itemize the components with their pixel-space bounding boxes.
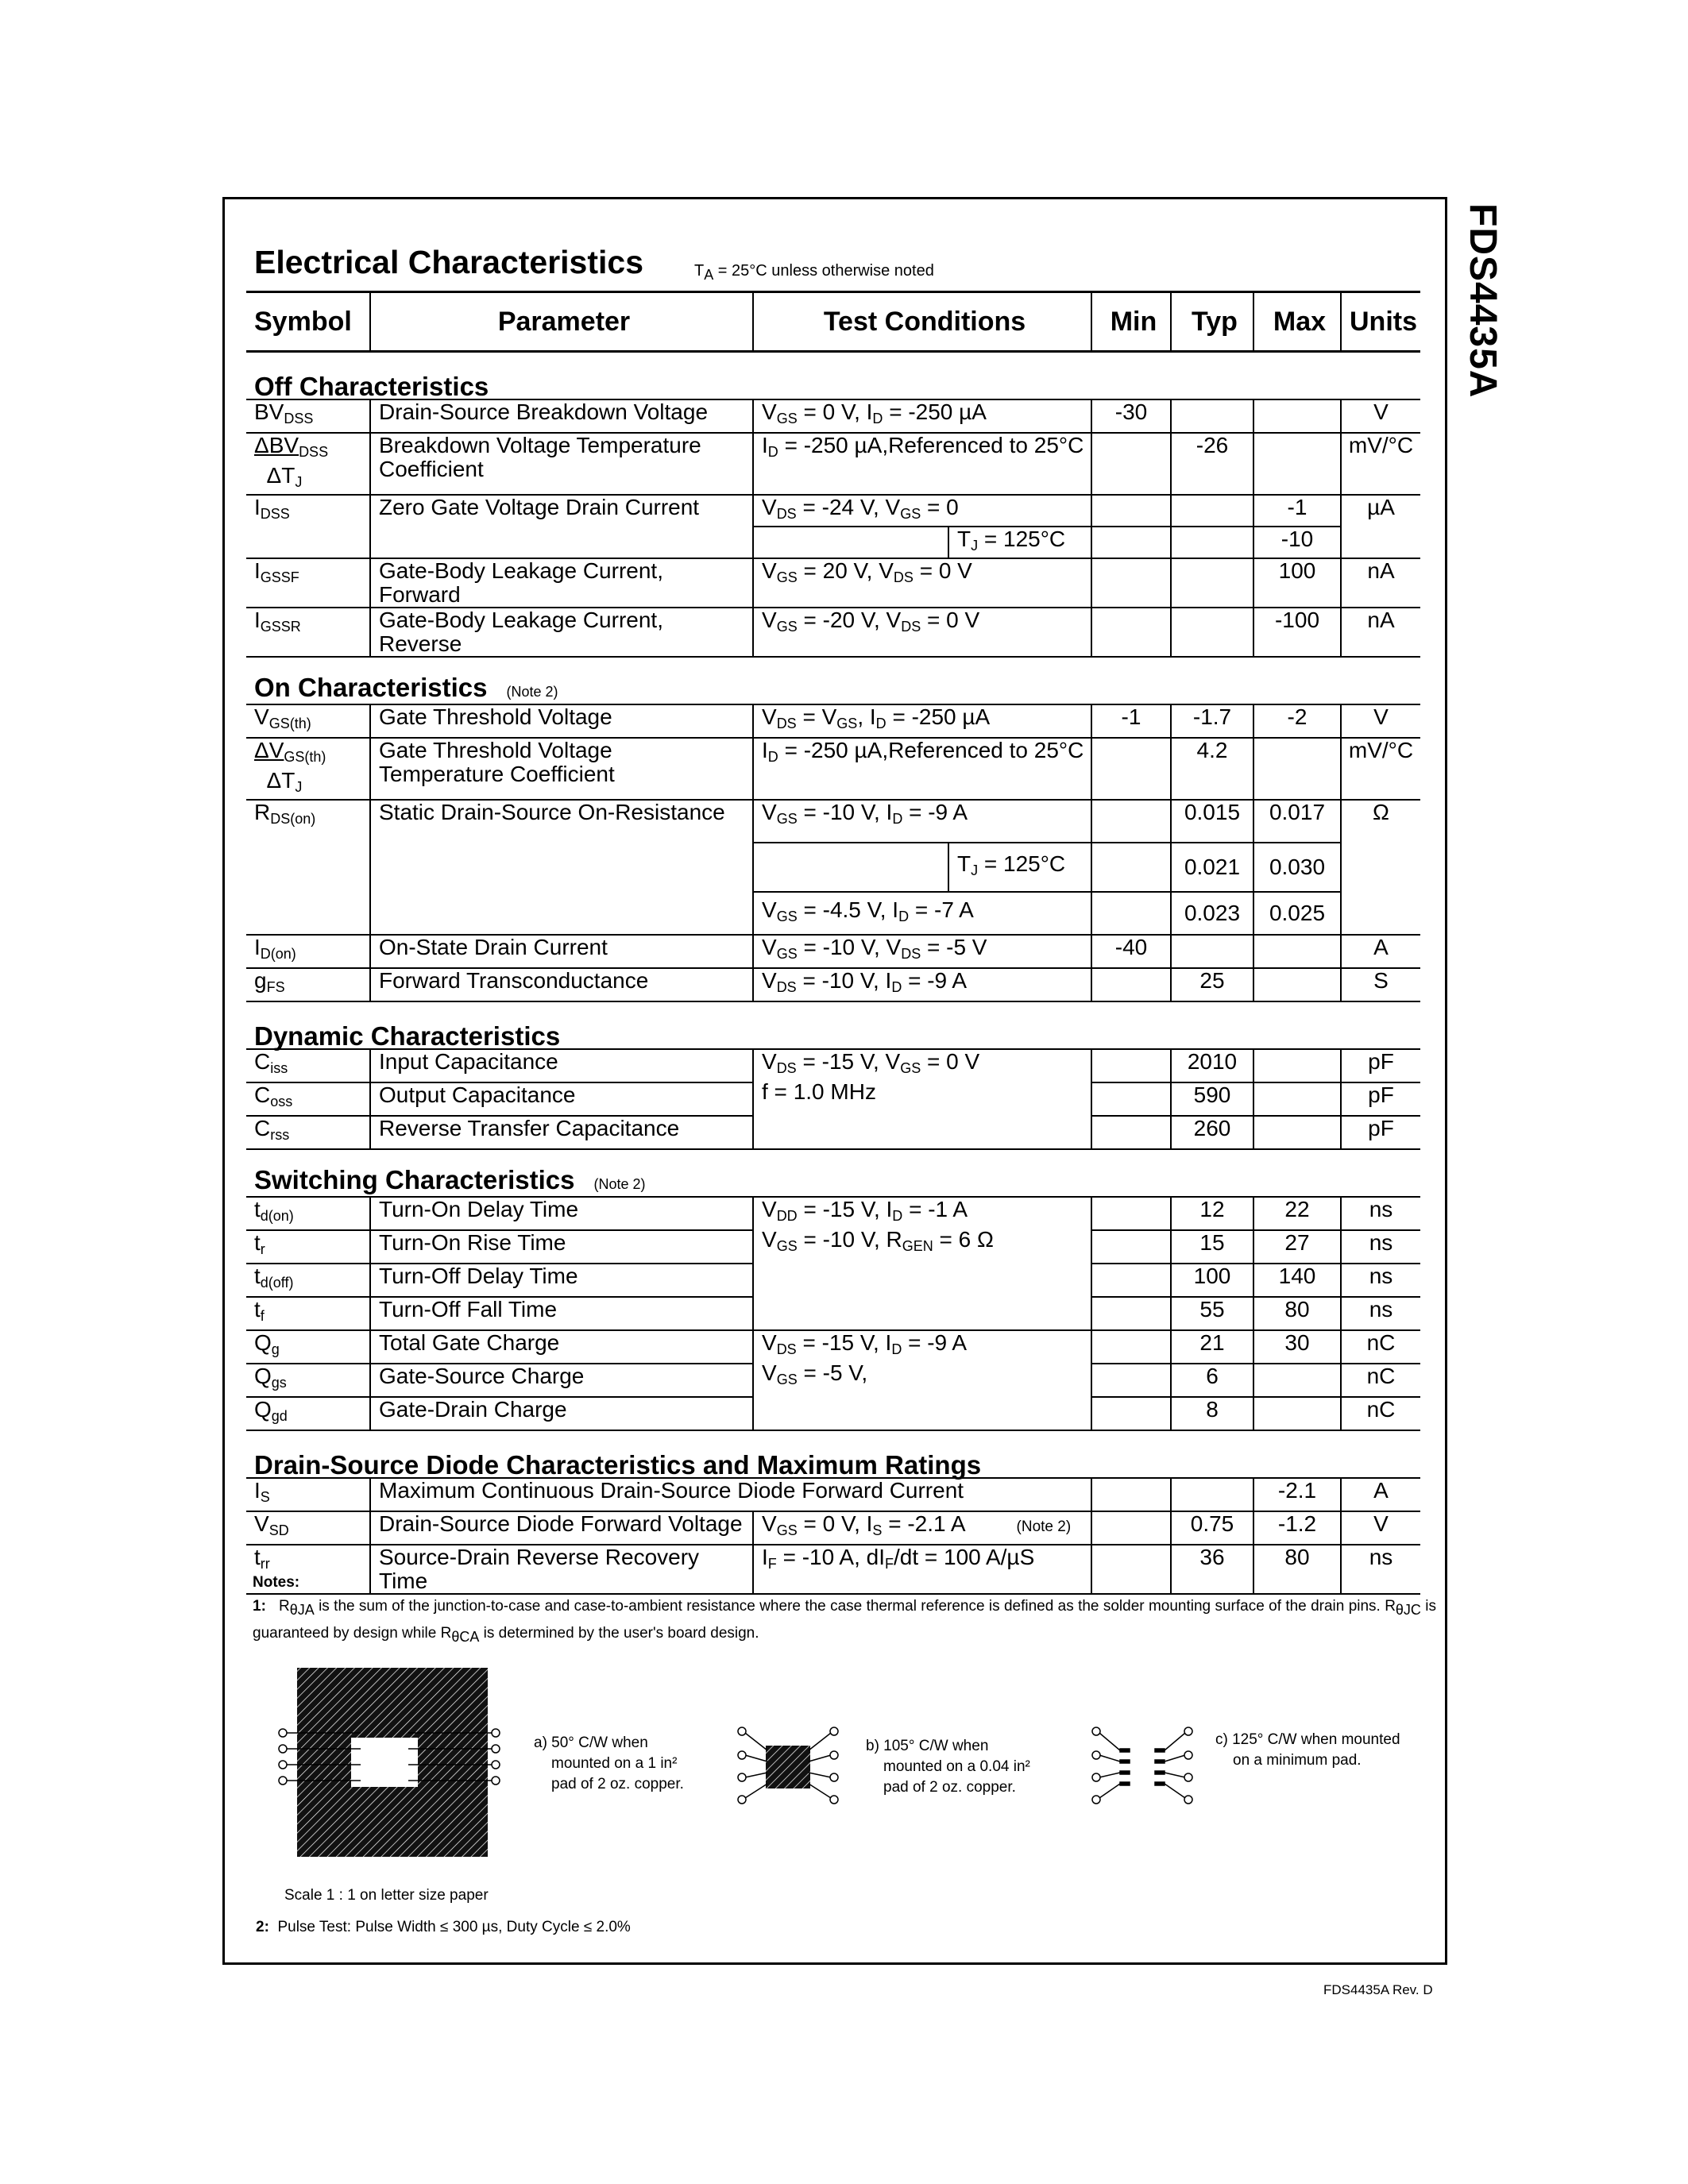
scale-note: Scale 1 : 1 on letter size paper <box>284 1887 489 1904</box>
table-row: $t_{d(off)}$ Turn-Off Delay Time 100 140 ns <box>246 1264 1420 1297</box>
symbol: $R_{DS(on)}$ <box>246 800 370 935</box>
table-row: $C_{iss}$ Input Capacitance $V_{DS} = -15$ V, $V_{GS} = 0$ V f = 1.0 MHz 2010 pF <box>246 1049 1420 1082</box>
col-units: Units <box>1341 292 1420 352</box>
col-test-conditions: Test Conditions <box>753 292 1091 352</box>
symbol: $g_{FS}$ <box>246 968 370 1001</box>
symbol: $\Delta BV_{DSS}$ $\Delta T_J$ <box>246 433 370 495</box>
table-row: $g_{FS}$ Forward Transconductance $V_{DS} = -10$ V, $I_D = -9$ A 25 S <box>246 968 1420 1001</box>
figure-a-caption: a) 50° C/W when mounted on a 1 in² pad of 2 oz. copper. <box>534 1734 684 1792</box>
section-off: Off Characteristics <box>246 352 1420 400</box>
table-row: $I_S$ Maximum Continuous Drain-Source Diode Forward Current -2.1 A <box>246 1478 1420 1511</box>
notes <box>253 1571 1436 1649</box>
page-title: Electrical Characteristics <box>254 244 643 280</box>
figure-c-caption: c) 125° C/W when mounted on a minimum pad. <box>1215 1731 1400 1769</box>
note-1: 1: $R_{\theta JA}$ is the sum of the junction-to-case and case-to-ambient resistance where the case thermal reference is defined as the solder mounting surface of the drain pins. $R_{\theta JC}$ is guaranteed by design while $R_{\theta CA}$ is determined by the user's board design. <box>253 1598 1437 1645</box>
table-row: $t_{d(on)}$ Turn-On Delay Time $V_{DD} = -15$ V, $I_D = -1$ A $V_{GS} = -10$ V, $R_{GEN} = 6$ Ω 12 22 ns <box>246 1197 1420 1230</box>
symbol: $Q_g$ <box>246 1330 370 1364</box>
table-row: $I_{GSSF}$ Gate-Body Leakage Current, Forward $V_{GS} = 20$ V, $V_{DS} = 0$ V 100 nA <box>246 558 1420 608</box>
symbol: $\Delta V_{GS(th)}$ $\Delta T_J$ <box>246 738 370 800</box>
pad-layout-minimum-figure <box>1088 1722 1199 1809</box>
col-parameter: Parameter <box>370 292 753 352</box>
table-row: $V_{SD}$ Drain-Source Diode Forward Voltage $V_{GS} = 0$ V, $I_S = -2.1$ A (Note 2) 0.75 -1.2 V <box>246 1511 1420 1545</box>
symbol: $C_{iss}$ <box>246 1049 370 1082</box>
table-row: $V_{GS(th)}$ Gate Threshold Voltage $V_{DS} = V_{GS}$, $I_D = -250$ µA -1 -1.7 -2 V <box>246 704 1420 738</box>
table-row: $R_{DS(on)}$ Static Drain-Source On-Resistance $V_{GS} = -10$ V, $I_D = -9$ A 0.015 0.017 Ω <box>246 800 1420 843</box>
symbol: $t_{d(on)}$ <box>246 1197 370 1230</box>
symbol: $C_{oss}$ <box>246 1082 370 1116</box>
table-row: $t_f$ Turn-Off Fall Time 55 80 ns <box>246 1297 1420 1330</box>
table-row: $C_{rss}$ Reverse Transfer Capacitance 260 pF <box>246 1116 1420 1149</box>
side-part-number: FDS4435A <box>1462 203 1504 399</box>
col-max: Max <box>1253 292 1341 352</box>
col-symbol: Symbol <box>246 292 370 352</box>
col-min: Min <box>1091 292 1171 352</box>
table-row: $I_{D(on)}$ On-State Drain Current $V_{GS} = -10$ V, $V_{DS} = -5$ V -40 A <box>246 935 1420 968</box>
test-condition-note: $T_A = 25^\circ C$ unless otherwise noted <box>694 262 934 283</box>
pad-layout-004in-figure <box>734 1722 845 1809</box>
symbol: $I_{DSS}$ <box>246 495 370 558</box>
figure-b-caption: b) 105° C/W when mounted on a 0.04 in² pad of 2 oz. copper. <box>866 1738 1030 1796</box>
characteristics-table <box>246 291 1420 1595</box>
symbol: $t_f$ <box>246 1297 370 1330</box>
symbol: $Q_{gd}$ <box>246 1397 370 1430</box>
table-row: $T_J = 125^\circ C$ -10 <box>246 527 1420 558</box>
section-on: On Characteristics (Note 2) <box>246 657 1420 704</box>
note-2: 2: Pulse Test: Pulse Width ≤ 300 µs, Duty Cycle ≤ 2.0% <box>256 1919 631 1935</box>
symbol: $t_r$ <box>246 1230 370 1264</box>
symbol: $t_{rr}$ <box>246 1545 370 1594</box>
symbol: $V_{SD}$ <box>246 1511 370 1545</box>
symbol: $Q_{gs}$ <box>246 1364 370 1397</box>
section-switching: Switching Characteristics (Note 2) <box>246 1149 1420 1197</box>
table-row: $C_{oss}$ Output Capacitance 590 pF <box>246 1082 1420 1116</box>
symbol: $I_{D(on)}$ <box>246 935 370 968</box>
col-typ: Typ <box>1171 292 1253 352</box>
table-row: $Q_g$ Total Gate Charge $V_{DS} = -15$ V, $I_D = -9$ A $V_{GS} = -5$ V, 21 30 nC <box>246 1330 1420 1364</box>
footer-revision: FDS4435A Rev. D <box>1323 1982 1433 1997</box>
table-row: $BV_{DSS}$ Drain-Source Breakdown Voltage $V_{GS} = 0$ V, $I_D = -250$ µA -30 V <box>246 399 1420 433</box>
symbol: $BV_{DSS}$ <box>246 399 370 433</box>
symbol: $t_{d(off)}$ <box>246 1264 370 1297</box>
symbol: $I_{GSSR}$ <box>246 608 370 657</box>
notes-title: Notes: <box>253 1574 300 1591</box>
symbol: $I_{GSSF}$ <box>246 558 370 608</box>
table-row: $\Delta V_{GS(th)}$ $\Delta T_J$ Gate Threshold Voltage Temperature Coefficient $I_D = -250$ µA,Referenced to 25°C 4.2 mV/°C <box>246 738 1420 800</box>
table-row: $t_{rr}$ Source-Drain Reverse Recovery Time $I_F = -10$ A, $dI_F/dt = 100$ A/µS 36 80 ns <box>246 1545 1420 1594</box>
pad-layout-1in-figure <box>273 1668 504 1866</box>
table-row: $Q_{gd}$ Gate-Drain Charge 8 nC <box>246 1397 1420 1430</box>
symbol: $V_{GS(th)}$ <box>246 704 370 738</box>
symbol: $I_S$ <box>246 1478 370 1511</box>
table-row: $I_{GSSR}$ Gate-Body Leakage Current, Reverse $V_{GS} = -20$ V, $V_{DS} = 0$ V -100 nA <box>246 608 1420 657</box>
table-row: $T_J = 125^\circ C$ 0.021 0.030 <box>246 843 1420 892</box>
section-diode: Drain-Source Diode Characteristics and Maximum Ratings <box>246 1430 1420 1478</box>
table-row: $I_{DSS}$ Zero Gate Voltage Drain Current $V_{DS} = -24$ V, $V_{GS} = 0$ -1 µA <box>246 495 1420 527</box>
table-row: $t_r$ Turn-On Rise Time 15 27 ns <box>246 1230 1420 1264</box>
table-row: $V_{GS} = -4.5$ V, $I_D = -7$ A 0.023 0.025 <box>246 892 1420 935</box>
section-dynamic: Dynamic Characteristics <box>246 1001 1420 1049</box>
table-row: $\Delta BV_{DSS}$ $\Delta T_J$ Breakdown Voltage Temperature Coefficient $I_D = -250$ µA,Referenced to 25°C -26 mV/°C <box>246 433 1420 495</box>
header-row <box>246 292 1420 352</box>
symbol: $C_{rss}$ <box>246 1116 370 1149</box>
table-row: $Q_{gs}$ Gate-Source Charge 6 nC <box>246 1364 1420 1397</box>
